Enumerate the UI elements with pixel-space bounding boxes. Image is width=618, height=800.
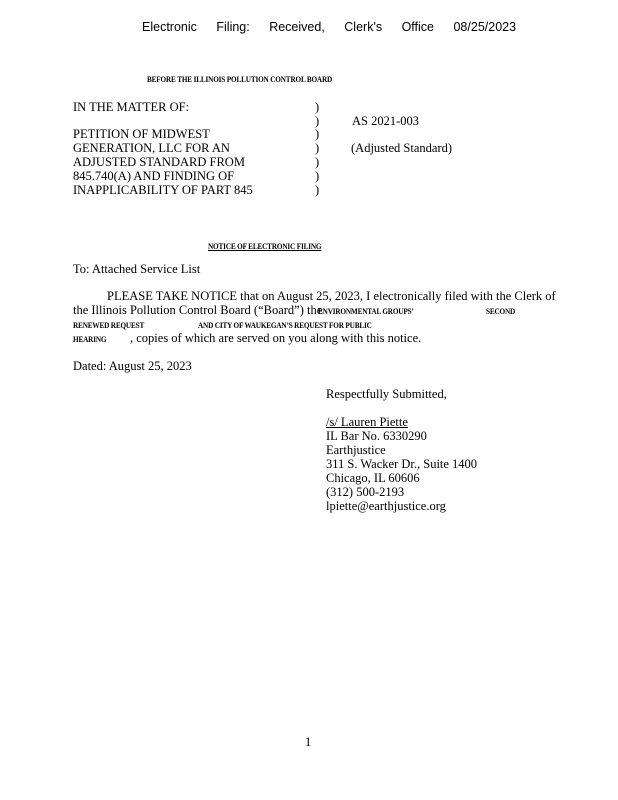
- filing-stamp-word: Electronic: [142, 20, 197, 34]
- filing-stamp-word: Filing:: [216, 20, 250, 34]
- caption-paren: ): [315, 169, 320, 183]
- filing-stamp-word: Office: [401, 20, 434, 34]
- caption-line: GENERATION, LLC FOR AN: [73, 141, 230, 155]
- signature-organization: Earthjustice: [326, 443, 386, 457]
- signature-email: lpiette@earthjustice.org: [326, 499, 446, 513]
- caption-line: 845.740(A) AND FINDING OF: [73, 169, 235, 183]
- signature-phone: (312) 500-2193: [326, 485, 405, 499]
- notice-body-line: , copies of which are served on you along with this notice.: [130, 331, 422, 345]
- addressee: To: Attached Service List: [73, 262, 201, 276]
- document-title-part: ENVIRONMENTAL GROUPS’: [318, 306, 414, 316]
- document-title-part: SECOND: [486, 306, 516, 316]
- notice-title: NOTICE OF ELECTRONIC FILING: [208, 241, 322, 251]
- case-type: (Adjusted Standard): [351, 141, 453, 155]
- caption-paren: ): [315, 155, 320, 169]
- caption-paren: ): [315, 183, 320, 197]
- document-title-part: HEARING: [73, 334, 107, 344]
- signature-address: 311 S. Wacker Dr., Suite 1400: [326, 457, 478, 471]
- caption-line: IN THE MATTER OF:: [73, 100, 190, 114]
- caption-line: PETITION OF MIDWEST: [73, 127, 210, 141]
- dated-line: Dated: August 25, 2023: [73, 359, 192, 373]
- filing-stamp-date: 08/25/2023: [453, 20, 517, 34]
- page-number: 1: [305, 735, 312, 749]
- caption-paren: ): [315, 114, 320, 128]
- caption-line: ADJUSTED STANDARD FROM: [73, 155, 245, 169]
- filing-stamp: [142, 20, 532, 34]
- caption-paren: ): [315, 127, 320, 141]
- notice-body-line: the Illinois Pollution Control Board (“Board”) the: [73, 303, 323, 317]
- filing-stamp-word: Clerk's: [344, 20, 383, 34]
- case-number: AS 2021-003: [352, 114, 420, 128]
- signature-bar-number: IL Bar No. 6330290: [326, 429, 427, 443]
- board-title: BEFORE THE ILLINOIS POLLUTION CONTROL BOARD: [147, 74, 333, 84]
- notice-body-line: PLEASE TAKE NOTICE that on August 25, 2023, I electronically filed with the Clerk of: [107, 289, 556, 303]
- signature-name: /s/ Lauren Piette: [326, 415, 408, 429]
- document-title-part: RENEWED REQUEST: [73, 320, 145, 330]
- filing-stamp-word: Received,: [269, 20, 325, 34]
- document-title-part: AND CITY OF WAUKEGAN’S REQUEST FOR PUBLIC: [198, 320, 372, 330]
- signature-address: Chicago, IL 60606: [326, 471, 420, 485]
- caption-paren: ): [315, 100, 320, 114]
- caption-line: INAPPLICABILITY OF PART 845: [73, 183, 253, 197]
- caption-paren: ): [315, 141, 320, 155]
- signature-closing: Respectfully Submitted,: [326, 387, 447, 401]
